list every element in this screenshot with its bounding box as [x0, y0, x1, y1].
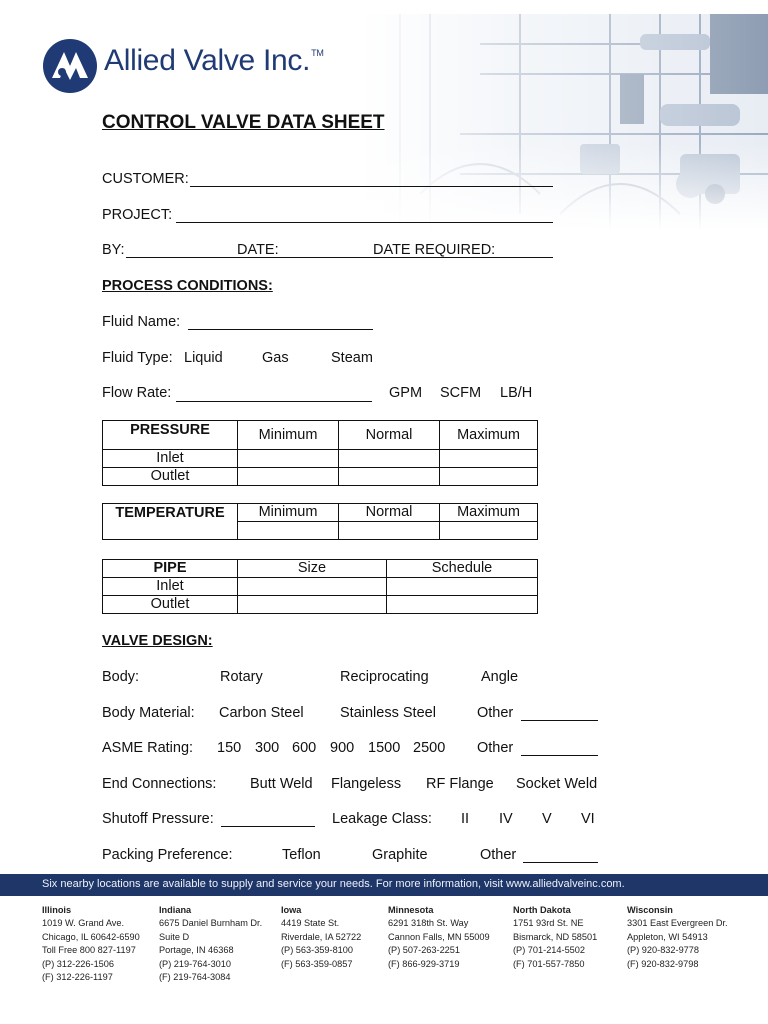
pressure-col-normal: Normal: [339, 421, 440, 450]
pressure-row-outlet: Outlet: [103, 468, 238, 486]
location-line: (P) 312-226-1506: [42, 958, 115, 969]
material-stainless-steel[interactable]: Stainless Steel: [340, 705, 436, 721]
unit-gpm[interactable]: GPM: [389, 385, 423, 401]
pressure-outlet-max-cell[interactable]: [440, 468, 538, 486]
body-material-label: Body Material:: [102, 705, 195, 721]
location-line: Portage, IN 46368: [159, 945, 234, 956]
by-label: BY:: [102, 242, 125, 258]
location-line: (P) 920-832-9778: [627, 945, 700, 956]
location-line: 6291 318th St. Way: [388, 918, 469, 929]
pipe-row-inlet: Inlet: [103, 578, 238, 596]
location-line: (P) 507-263-2251: [388, 945, 461, 956]
packing-other[interactable]: Other: [480, 847, 517, 863]
shutoff-pressure-field[interactable]: [221, 826, 315, 827]
pressure-outlet-normal-cell[interactable]: [339, 468, 440, 486]
fluid-name-field[interactable]: [188, 329, 373, 330]
pipe-inlet-schedule-cell[interactable]: [387, 578, 538, 596]
location-minnesota: [388, 904, 490, 971]
packing-graphite[interactable]: Graphite: [372, 847, 428, 863]
pressure-inlet-normal-cell[interactable]: [339, 450, 440, 468]
by-date-field-line[interactable]: [126, 257, 553, 258]
location-state: Indiana: [159, 905, 192, 915]
location-line: Cannon Falls, MN 55009: [388, 931, 490, 942]
location-line: 6675 Daniel Burnham Dr.: [159, 918, 263, 929]
temperature-min-cell[interactable]: [238, 522, 339, 540]
header-piping-illustration: [360, 14, 768, 230]
shutoff-pressure-label: Shutoff Pressure:: [102, 811, 214, 827]
location-line: (F) 701-557-7850: [513, 958, 585, 969]
customer-label: CUSTOMER:: [102, 171, 189, 187]
temperature-col-normal: Normal: [339, 504, 440, 522]
brand-name: [104, 44, 323, 78]
asme-rating-label: ASME Rating:: [102, 740, 194, 756]
location-line: 1019 W. Grand Ave.: [42, 918, 125, 929]
location-north-dakota: [513, 904, 597, 971]
fluid-type-label: Fluid Type:: [102, 350, 173, 366]
valve-design-heading: VALVE DESIGN:: [102, 633, 213, 649]
packing-preference-label: Packing Preference:: [102, 847, 233, 863]
location-line: (F) 312-226-1197: [42, 972, 113, 983]
leakage-class-label: Leakage Class:: [332, 811, 432, 827]
pipe-outlet-size-cell[interactable]: [238, 596, 387, 614]
body-rotary[interactable]: Rotary: [220, 669, 263, 685]
end-connections-label: End Connections:: [102, 776, 217, 792]
material-other-field[interactable]: [521, 720, 598, 721]
allied-valve-logo-icon: [42, 38, 98, 94]
trademark-mark: TM: [311, 48, 324, 58]
location-line: Toll Free 800 827-1197: [42, 945, 136, 956]
asme-2500[interactable]: 2500: [413, 740, 446, 756]
end-butt-weld[interactable]: Butt Weld: [250, 776, 313, 792]
leakage-iv[interactable]: IV: [499, 811, 513, 827]
pressure-table: [102, 420, 538, 486]
leakage-v[interactable]: V: [542, 811, 552, 827]
pipe-inlet-size-cell[interactable]: [238, 578, 387, 596]
asme-900[interactable]: 900: [330, 740, 355, 756]
unit-lbh[interactable]: LB/H: [500, 385, 533, 401]
pressure-table-title: PRESSURE: [103, 421, 238, 450]
end-socket-weld[interactable]: Socket Weld: [516, 776, 598, 792]
location-state: Minnesota: [388, 905, 434, 915]
location-line: Chicago, IL 60642-6590: [42, 931, 140, 942]
location-iowa: [281, 904, 361, 971]
location-line: 3301 East Evergreen Dr.: [627, 918, 728, 929]
fluid-type-gas[interactable]: Gas: [262, 350, 289, 366]
end-rf-flange[interactable]: RF Flange: [426, 776, 494, 792]
asme-other-field[interactable]: [521, 755, 598, 756]
temperature-max-cell[interactable]: [440, 522, 538, 540]
footer-banner: [0, 874, 768, 896]
pressure-inlet-min-cell[interactable]: [238, 450, 339, 468]
location-line: (P) 701-214-5502: [513, 945, 586, 956]
packing-other-field[interactable]: [523, 862, 598, 863]
temperature-table: [102, 503, 538, 540]
temperature-table-title: TEMPERATURE: [103, 504, 238, 540]
pressure-inlet-max-cell[interactable]: [440, 450, 538, 468]
location-line: Riverdale, IA 52722: [281, 931, 362, 942]
location-line: (F) 866-929-3719: [388, 958, 460, 969]
location-illinois: [42, 904, 140, 984]
location-line: (P) 219-764-3010: [159, 958, 232, 969]
pipe-outlet-schedule-cell[interactable]: [387, 596, 538, 614]
location-line: 1751 93rd St. NE: [513, 918, 584, 929]
flow-rate-label: Flow Rate:: [102, 385, 172, 401]
unit-scfm[interactable]: SCFM: [440, 385, 482, 401]
pipe-col-schedule: Schedule: [387, 560, 538, 578]
location-line: (F) 219-764-3084: [159, 972, 231, 983]
location-line: (F) 563-359-0857: [281, 958, 353, 969]
date-label: DATE:: [237, 242, 279, 258]
location-state: Iowa: [281, 905, 302, 915]
location-state: North Dakota: [513, 905, 571, 915]
process-conditions-heading: PROCESS CONDITIONS:: [102, 278, 273, 294]
temperature-col-maximum: Maximum: [440, 504, 538, 522]
location-line: (F) 920-832-9798: [627, 958, 699, 969]
asme-150[interactable]: 150: [217, 740, 242, 756]
flow-rate-field[interactable]: [176, 401, 372, 402]
temperature-normal-cell[interactable]: [339, 522, 440, 540]
temperature-col-minimum: Minimum: [238, 504, 339, 522]
fluid-type-liquid[interactable]: Liquid: [184, 350, 223, 366]
pipe-col-size: Size: [238, 560, 387, 578]
location-state: Illinois: [42, 905, 72, 915]
pipe-row-outlet: Outlet: [103, 596, 238, 614]
end-flangeless[interactable]: Flangeless: [331, 776, 402, 792]
footer-banner-text[interactable]: Six nearby locations are available to supply and service your needs. For more information, visit www.alliedvalveinc.com.: [42, 878, 625, 890]
location-line: 4419 State St.: [281, 918, 340, 929]
project-field[interactable]: [176, 222, 553, 223]
pressure-col-minimum: Minimum: [238, 421, 339, 450]
asme-300[interactable]: 300: [255, 740, 280, 756]
page-title: CONTROL VALVE DATA SHEET: [102, 112, 385, 133]
brand-name-text: Allied Valve Inc.: [104, 44, 311, 77]
location-indiana: [159, 904, 262, 984]
location-state: Wisconsin: [627, 905, 673, 915]
material-carbon-steel[interactable]: Carbon Steel: [219, 705, 304, 721]
material-other[interactable]: Other: [477, 705, 514, 721]
pipe-table-title: PIPE: [103, 560, 238, 578]
leakage-ii[interactable]: II: [461, 811, 470, 827]
location-line: (P) 563-359-8100: [281, 945, 354, 956]
pressure-row-inlet: Inlet: [103, 450, 238, 468]
asme-600[interactable]: 600: [292, 740, 317, 756]
body-angle[interactable]: Angle: [481, 669, 519, 685]
leakage-vi[interactable]: VI: [581, 811, 595, 827]
date-required-label: DATE REQUIRED:: [373, 242, 496, 258]
project-label: PROJECT:: [102, 207, 173, 223]
location-wisconsin: [627, 904, 728, 971]
location-line: Appleton, WI 54913: [627, 931, 708, 942]
body-label: Body:: [102, 669, 140, 685]
location-line: Suite D: [159, 931, 190, 942]
pressure-outlet-min-cell[interactable]: [238, 468, 339, 486]
body-reciprocating[interactable]: Reciprocating: [340, 669, 429, 685]
customer-field[interactable]: [190, 186, 553, 187]
fluid-type-steam[interactable]: Steam: [331, 350, 373, 366]
asme-other[interactable]: Other: [477, 740, 514, 756]
asme-1500[interactable]: 1500: [368, 740, 401, 756]
fluid-name-label: Fluid Name:: [102, 314, 181, 330]
pressure-col-maximum: Maximum: [440, 421, 538, 450]
packing-teflon[interactable]: Teflon: [282, 847, 321, 863]
pipe-table: [102, 559, 538, 614]
location-line: Bismarck, ND 58501: [513, 931, 598, 942]
